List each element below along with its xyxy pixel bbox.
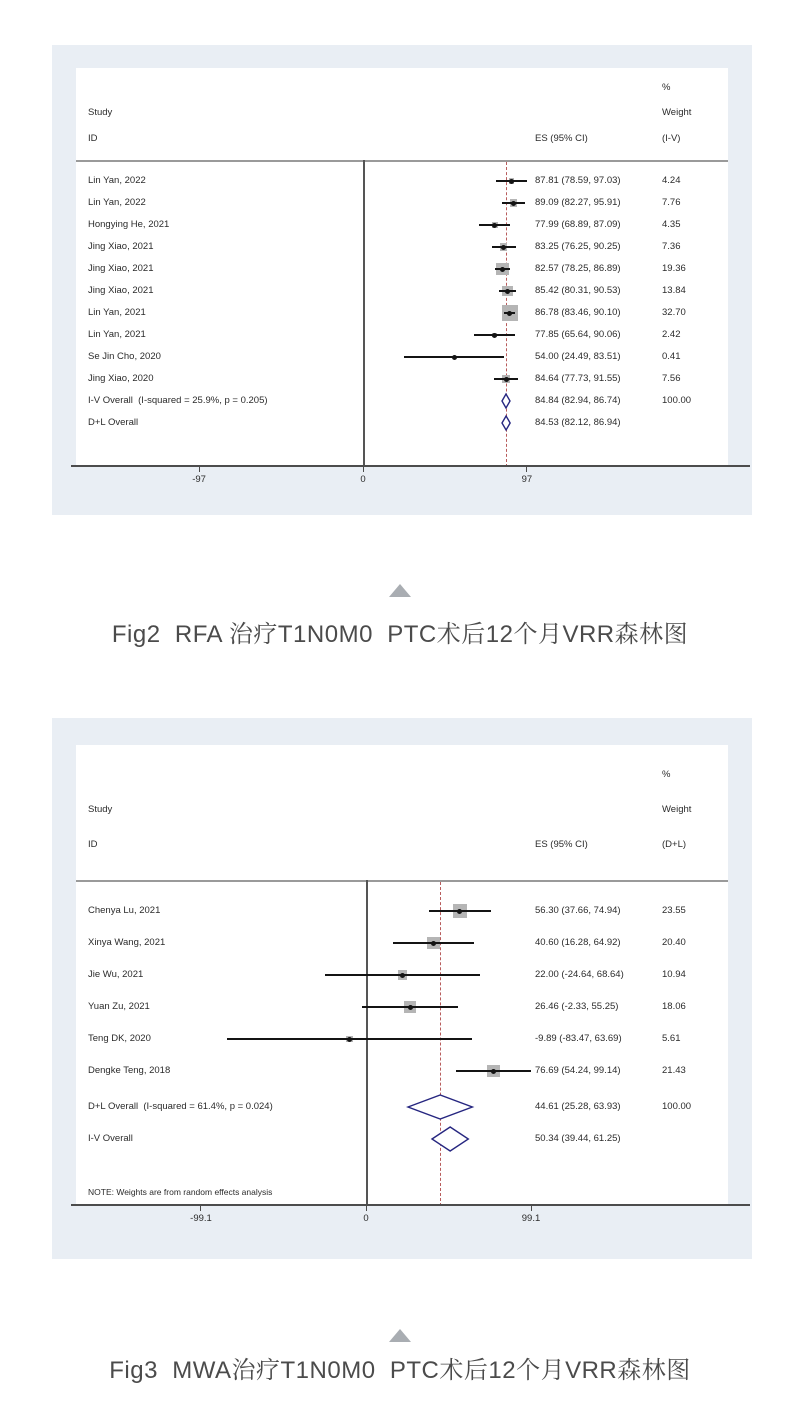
study-label: Chenya Lu, 2021 xyxy=(88,905,161,916)
es-value: 22.00 (-24.64, 68.64) xyxy=(535,969,624,980)
es-value: 50.34 (39.44, 61.25) xyxy=(535,1133,621,1144)
x-axis-tick-label: 0 xyxy=(363,1213,369,1224)
study-label: Jing Xiao, 2020 xyxy=(88,373,154,384)
zero-reference-line xyxy=(363,160,365,467)
header-es: ES (95% CI) xyxy=(535,133,588,144)
header-es: ES (95% CI) xyxy=(535,839,588,850)
x-axis-line xyxy=(71,465,750,467)
es-value: 26.46 (-2.33, 55.25) xyxy=(535,1001,619,1012)
x-axis-tick xyxy=(526,467,527,472)
weight-value: 20.40 xyxy=(662,937,686,948)
study-label: I-V Overall (I-squared = 25.9%, p = 0.205) xyxy=(88,395,268,406)
point-estimate-marker xyxy=(347,1037,352,1042)
x-axis-tick xyxy=(366,1206,367,1211)
weight-value: 7.76 xyxy=(662,197,681,208)
figure-3-caption: Fig3 MWA治疗T1N0M0 PTC术后12个月VRR森林图 xyxy=(109,1357,691,1384)
weight-value: 19.36 xyxy=(662,263,686,274)
point-estimate-marker xyxy=(491,1069,496,1074)
study-label: Lin Yan, 2022 xyxy=(88,175,146,186)
study-label: Lin Yan, 2021 xyxy=(88,329,146,340)
header-weight-line: Weight xyxy=(662,107,692,118)
x-axis-tick-label: -97 xyxy=(192,474,206,485)
study-label: D+L Overall xyxy=(88,417,139,428)
weight-value: 4.24 xyxy=(662,175,681,186)
weight-value: 7.56 xyxy=(662,373,681,384)
point-estimate-marker xyxy=(505,289,510,294)
study-label: Dengke Teng, 2018 xyxy=(88,1065,171,1076)
study-label: Se Jin Cho, 2020 xyxy=(88,351,161,362)
point-estimate-marker xyxy=(431,941,436,946)
forest-plot-rfa xyxy=(76,68,728,485)
x-axis-tick xyxy=(200,1206,201,1211)
weight-value: 5.61 xyxy=(662,1033,681,1044)
weight-value: 2.42 xyxy=(662,329,681,340)
es-value: 85.42 (80.31, 90.53) xyxy=(535,285,621,296)
overall-diamond xyxy=(500,414,512,432)
study-label: Jie Wu, 2021 xyxy=(88,969,144,980)
es-value: 76.69 (54.24, 99.14) xyxy=(535,1065,621,1076)
es-value: 89.09 (82.27, 95.91) xyxy=(535,197,621,208)
header-weight-line: % xyxy=(662,82,671,93)
point-estimate-marker xyxy=(400,973,405,978)
header-id: ID xyxy=(88,133,98,144)
es-value: 87.81 (78.59, 97.03) xyxy=(535,175,621,186)
study-label: I-V Overall xyxy=(88,1133,133,1144)
es-value: 84.64 (77.73, 91.55) xyxy=(535,373,621,384)
point-estimate-marker xyxy=(509,179,514,184)
es-value: 84.84 (82.94, 86.74) xyxy=(535,395,621,406)
point-estimate-marker xyxy=(500,267,505,272)
overall-diamond xyxy=(406,1093,474,1121)
study-label: D+L Overall (I-squared = 61.4%, p = 0.024) xyxy=(88,1101,273,1112)
zero-reference-line xyxy=(366,880,368,1206)
overall-dashed-line xyxy=(440,882,441,1206)
point-estimate-marker xyxy=(511,201,516,206)
study-label: Jing Xiao, 2021 xyxy=(88,285,154,296)
header-weight-line: Weight xyxy=(662,804,692,815)
es-value: 82.57 (78.25, 86.89) xyxy=(535,263,621,274)
x-axis-tick-label: 0 xyxy=(360,474,366,485)
up-triangle-icon xyxy=(389,584,411,597)
weight-value: 21.43 xyxy=(662,1065,686,1076)
point-estimate-marker xyxy=(492,333,497,338)
study-label: Xinya Wang, 2021 xyxy=(88,937,166,948)
header-id: ID xyxy=(88,839,98,850)
es-value: 77.85 (65.64, 90.06) xyxy=(535,329,621,340)
figure-2-image-panel xyxy=(52,45,752,515)
figure-2-caption: Fig2 RFA 治疗T1N0M0 PTC术后12个月VRR森林图 xyxy=(111,621,689,648)
header-weight-line: (D+L) xyxy=(662,839,687,850)
weight-value: 13.84 xyxy=(662,285,686,296)
point-estimate-marker xyxy=(507,311,512,316)
x-axis-tick-label: 99.1 xyxy=(521,1213,541,1224)
weight-value: 32.70 xyxy=(662,307,686,318)
es-value: 84.53 (82.12, 86.94) xyxy=(535,417,621,428)
es-value: 40.60 (16.28, 64.92) xyxy=(535,937,621,948)
es-value: 83.25 (76.25, 90.25) xyxy=(535,241,621,252)
weight-value: 100.00 xyxy=(662,1101,692,1112)
es-value: 77.99 (68.89, 87.09) xyxy=(535,219,621,230)
point-estimate-marker xyxy=(452,355,457,360)
weight-value: 4.35 xyxy=(662,219,681,230)
es-value: 56.30 (37.66, 74.94) xyxy=(535,905,621,916)
header-study: Study xyxy=(88,107,113,118)
weight-value: 10.94 xyxy=(662,969,686,980)
study-label: Jing Xiao, 2021 xyxy=(88,241,154,252)
weight-value: 23.55 xyxy=(662,905,686,916)
weight-value: 18.06 xyxy=(662,1001,686,1012)
overall-diamond xyxy=(500,392,512,410)
weight-value: 7.36 xyxy=(662,241,681,252)
x-axis-line xyxy=(71,1204,750,1206)
point-estimate-marker xyxy=(501,245,506,250)
x-axis-tick-label: 97 xyxy=(521,474,533,485)
es-value: 44.61 (25.28, 63.93) xyxy=(535,1101,621,1112)
header-weight-line: (I-V) xyxy=(662,133,681,144)
x-axis-tick xyxy=(199,467,200,472)
point-estimate-marker xyxy=(492,223,497,228)
header-separator xyxy=(76,880,728,882)
es-value: 54.00 (24.49, 83.51) xyxy=(535,351,621,362)
study-label: Yuan Zu, 2021 xyxy=(88,1001,150,1012)
point-estimate-marker xyxy=(457,909,462,914)
point-estimate-marker xyxy=(408,1005,413,1010)
overall-diamond xyxy=(430,1125,470,1153)
figure-3-image-panel xyxy=(52,718,752,1259)
study-label: Lin Yan, 2021 xyxy=(88,307,146,318)
weight-value: 100.00 xyxy=(662,395,692,406)
study-label: Jing Xiao, 2021 xyxy=(88,263,154,274)
study-label: Lin Yan, 2022 xyxy=(88,197,146,208)
study-label: Hongying He, 2021 xyxy=(88,219,170,230)
point-estimate-marker xyxy=(504,377,509,382)
x-axis-tick xyxy=(363,467,364,472)
header-study: Study xyxy=(88,804,113,815)
x-axis-tick xyxy=(531,1206,532,1211)
es-value: -9.89 (-83.47, 63.69) xyxy=(535,1033,622,1044)
study-label: Teng DK, 2020 xyxy=(88,1033,151,1044)
header-weight-line: % xyxy=(662,769,671,780)
x-axis-tick-label: -99.1 xyxy=(190,1213,212,1224)
header-separator xyxy=(76,160,728,162)
up-triangle-icon xyxy=(389,1329,411,1342)
weight-value: 0.41 xyxy=(662,351,681,362)
random-effects-note: NOTE: Weights are from random effects analysis xyxy=(88,1187,273,1197)
forest-plot-mwa xyxy=(76,745,728,1224)
es-value: 86.78 (83.46, 90.10) xyxy=(535,307,621,318)
